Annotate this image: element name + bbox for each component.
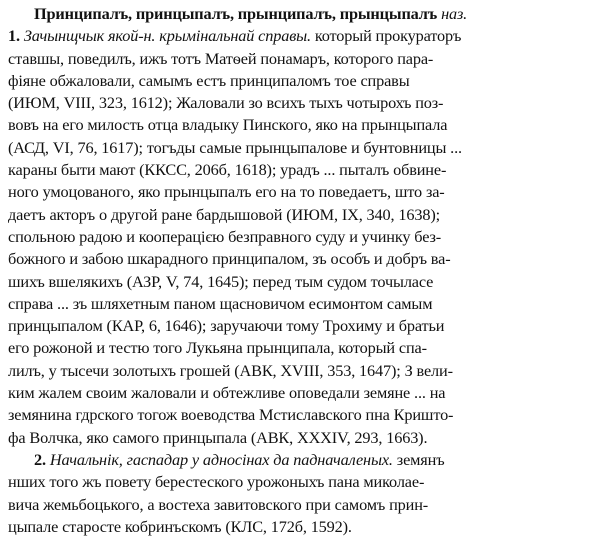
sense-1-definition: Зачынщчык якой-н. крымінальнай справы. (23, 26, 311, 46)
sense-1-text-line: ного умоцованого, яко прынцыпалъ его на то поведаетъ, што за- (8, 182, 445, 202)
sense-1-text-line: который прокураторъ (314, 26, 462, 46)
grammar-label: наз. (441, 4, 468, 23)
sense-1-first-line (8, 25, 591, 47)
headword: Принципалъ, принцыпалъ, прынципалъ, прынцыпалъ (34, 4, 438, 23)
sense-1-text-line: вовъ на его милость отца владыку Пинского, яко на прынцыпала (8, 115, 448, 135)
sense-2-number: 2. (34, 449, 46, 469)
sense-2-text-line: земянъ (396, 449, 445, 469)
sense-1-text-line: ставшы, поведилъ, ижъ тотъ Матѳей понамаръ, которого пара- (8, 48, 434, 68)
sense-1-number: 1. (8, 26, 20, 46)
sense-2-definition: Начальнік, гаспадар у адносінах да падначаленых. (49, 449, 393, 469)
sense-1-text-line: даетъ акторъ о другой ране бардышовой (ИЮМ, IX, 340, 1638); (8, 204, 440, 224)
sense-1-text-line: его рожоной и тестю того Лукьяна прынципала, который спа- (8, 338, 427, 358)
sense-1-text-line: (ИЮМ, VIII, 323, 1612); Жаловали зо всихъ тыхъ чотырохъ поз- (8, 93, 444, 113)
sense-1-text-line: лилъ, у тысечи золотыхъ грошей (АВК, XVIII, 353, 1647); З вели- (8, 360, 453, 380)
sense-1-text-line: фа Волчка, яко самого принцыпала (АВК, XXXIV, 293, 1663). (8, 427, 428, 447)
sense-1-text-line: ким жалем своим жаловали и обтежливе оповедали земяне ... на (8, 383, 446, 403)
sense-1-text-line: фіяне обжаловали, самымъ естъ принципаломъ тое справы (8, 70, 410, 90)
sense-1-text-line: шихъ вшелякихъ (АЗР, V, 74, 1645); перед тым судом точыласе (8, 271, 434, 291)
sense-1-text-line: караны быти мают (ККСС, 206б, 1618); урадъ ... пыталъ обвине- (8, 160, 447, 180)
sense-1-text-line: принцыпалом (КАР, 6, 1646); заручаючи тому Трохиму и братьи (8, 316, 445, 336)
sense-1-text-line: справа ... зъ шляхетным паном щасновичом есимонтом самым (8, 293, 433, 313)
entry-headword-line (8, 3, 591, 25)
sense-2-text-line: цыпале старосте кобринъскомъ (КЛС, 172б, 1592). (8, 516, 352, 536)
sense-1-text-line: земянина гдрского тогож воеводства Мстиславского пна Кришто- (8, 405, 454, 425)
sense-1-text-line: божного и забою шкарадного принципалом, зъ особъ и добръ ва- (8, 249, 451, 269)
sense-1-text-line: (АСД, VI, 76, 1617); тогъды самые прынцыпалове и бунтовницы ... (8, 137, 462, 157)
sense-2-text-line: нших того жъ повету берестеского урожоныхъ пана миколае- (8, 472, 425, 492)
sense-1-text-line: спольною радою и кооперацією безправного суду и учинку без- (8, 226, 442, 246)
sense-2-text-line: вича жемьбоцького, а востеха завитовского при самомъ прин- (8, 494, 429, 514)
sense-2-first-line (8, 449, 591, 471)
